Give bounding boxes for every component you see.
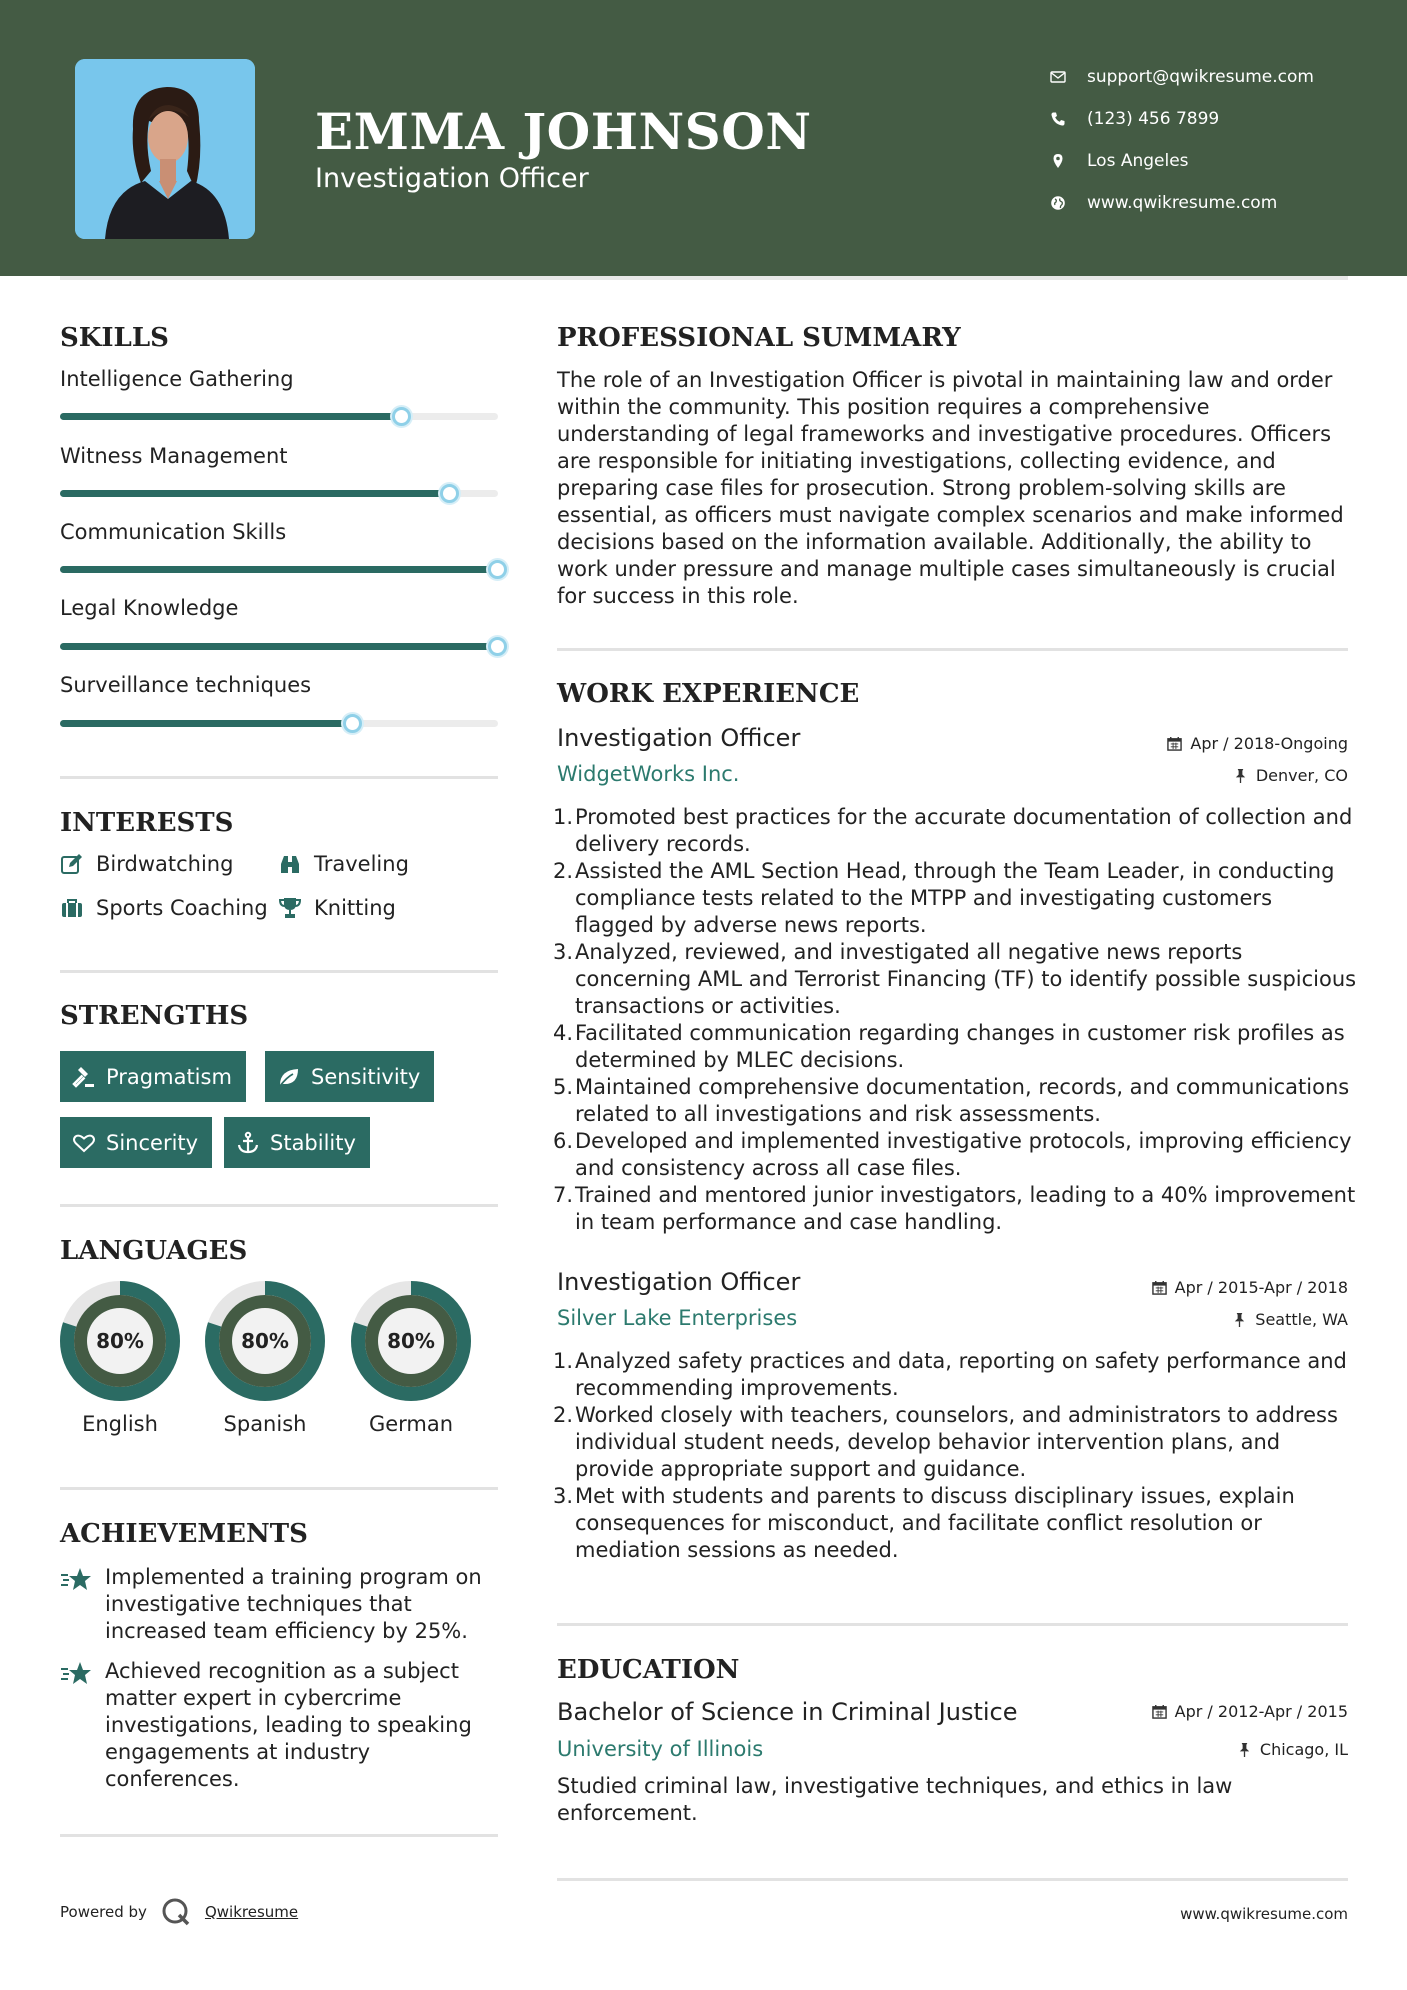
skill-bar <box>60 720 498 727</box>
strength-label: Stability <box>270 1130 356 1155</box>
bullet-text: Analyzed, reviewed, and investigated all negative news reports concerning AML and Terrorist Financing (TF) to identify possible suspicious transactions or activities. <box>575 940 1357 1018</box>
strength-tag <box>60 1117 212 1168</box>
bullet-number: 4. <box>552 1021 573 1045</box>
job-bullet-item <box>552 1402 1357 1483</box>
header-divider <box>60 276 1348 280</box>
strength-label: Sincerity <box>106 1130 199 1155</box>
bullet-text: Trained and mentored junior investigators, leading to a 40% improvement in team performance and case handling. <box>575 1183 1356 1234</box>
section-divider <box>557 1623 1348 1626</box>
contact-location-text: Los Angeles <box>1087 151 1189 171</box>
achievement-item <box>60 1564 500 1645</box>
achievement-text: Implemented a training program on investigative techniques that increased team efficiency by 25%. <box>105 1565 482 1643</box>
skill-bar <box>60 566 498 573</box>
bullet-text: Promoted best practices for the accurate documentation of collection and delivery records. <box>575 805 1353 856</box>
language-percent: 80% <box>96 1329 144 1353</box>
education-location-text: Chicago, IL <box>1259 1740 1348 1759</box>
powered-by-text: Powered by <box>60 1903 147 1921</box>
envelope-icon <box>1050 69 1087 85</box>
interest-item <box>60 852 233 876</box>
bullet-text: Met with students and parents to discuss disciplinary issues, explain consequences for misconduct, and facilitate conflict resolution or mediation sessions as needed. <box>575 1484 1295 1562</box>
skill-bar-fill <box>60 413 402 420</box>
skill-bar-knob <box>488 637 507 656</box>
job-title: Investigation Officer <box>557 1268 801 1296</box>
bullet-number: 3. <box>552 940 573 964</box>
education-dates <box>1152 1702 1348 1721</box>
interest-item <box>278 896 396 920</box>
resume-header <box>0 0 1407 276</box>
education-dates-text: Apr / 2012-Apr / 2015 <box>1174 1702 1348 1721</box>
skill-label: Witness Management <box>60 444 288 468</box>
section-divider <box>60 1204 498 1207</box>
job-bullet-item <box>552 1182 1357 1236</box>
skill-label: Communication Skills <box>60 520 287 544</box>
job-bullets <box>552 1348 1357 1564</box>
contact-phone[interactable] <box>1050 98 1314 140</box>
contact-list <box>1050 56 1314 224</box>
interest-label: Knitting <box>314 896 396 920</box>
job-bullet-item <box>552 1128 1357 1182</box>
language-donut <box>59 1280 181 1402</box>
interest-label: Traveling <box>314 852 409 876</box>
interest-label: Birdwatching <box>96 852 234 876</box>
company-name: WidgetWorks Inc. <box>557 762 740 786</box>
skill-label: Intelligence Gathering <box>60 367 294 391</box>
language-item <box>350 1280 472 1436</box>
languages-heading: LANGUAGES <box>60 1236 248 1266</box>
strengths-heading: STRENGTHS <box>60 1001 249 1031</box>
section-divider <box>60 1487 498 1490</box>
binoculars-icon <box>278 852 314 876</box>
bullet-number: 7. <box>552 1183 573 1207</box>
bullet-text: Developed and implemented investigative protocols, improving efficiency and consistency across all case files. <box>575 1129 1352 1180</box>
language-name: English <box>82 1412 158 1436</box>
gavel-icon <box>72 1065 106 1089</box>
star-icon <box>60 1658 105 1793</box>
school-name: University of Illinois <box>557 1737 764 1761</box>
interest-label: Sports Coaching <box>96 896 268 920</box>
skill-bar-fill <box>60 643 498 650</box>
interest-item <box>278 852 409 876</box>
strength-label: Sensitivity <box>311 1064 421 1089</box>
strength-label: Pragmatism <box>106 1064 232 1089</box>
bullet-text: Assisted the AML Section Head, through the Team Leader, in conducting compliance tests related to the MTPP and investigating customers flagged by adverse news reports. <box>575 859 1335 937</box>
job-dates-text: Apr / 2018-Ongoing <box>1190 734 1348 753</box>
job-bullet-item <box>552 1348 1357 1402</box>
section-divider <box>60 776 498 779</box>
calendar-icon <box>1167 736 1182 751</box>
job-bullet-item <box>552 939 1357 1020</box>
contact-email[interactable] <box>1050 56 1314 98</box>
qwikresume-logo-icon <box>161 1897 191 1927</box>
bullet-number: 1. <box>552 1349 573 1373</box>
pushpin-icon <box>1237 1742 1252 1757</box>
skill-bar <box>60 643 498 650</box>
profile-photo <box>75 59 255 239</box>
strength-tag <box>60 1051 246 1102</box>
skill-label: Surveillance techniques <box>60 673 312 697</box>
bullet-text: Worked closely with teachers, counselors, and administrators to address individual student needs, develop behavior intervention plans, and provide appropriate support and guidance. <box>575 1403 1338 1481</box>
pushpin-icon <box>1232 1312 1247 1327</box>
skill-bar <box>60 413 498 420</box>
language-name: Spanish <box>223 1412 307 1436</box>
skill-bar <box>60 490 498 497</box>
star-icon <box>60 1564 105 1645</box>
contact-location <box>1050 140 1314 182</box>
bullet-text: Maintained comprehensive documentation, records, and communications related to all investigations and risk assessments. <box>575 1075 1350 1126</box>
job-bullet-item <box>552 1020 1357 1074</box>
contact-email-text: support@qwikresume.com <box>1087 67 1314 87</box>
education-location <box>1237 1740 1348 1759</box>
job-location-text: Seattle, WA <box>1255 1310 1348 1329</box>
education-heading: EDUCATION <box>557 1655 740 1685</box>
language-percent: 80% <box>387 1329 435 1353</box>
job-bullet-item <box>552 804 1357 858</box>
heart-icon <box>72 1131 106 1155</box>
skill-bar-knob <box>392 407 411 426</box>
section-divider <box>557 648 1348 651</box>
globe-icon <box>1050 195 1087 211</box>
job-dates-text: Apr / 2015-Apr / 2018 <box>1174 1278 1348 1297</box>
profile-portrait-image <box>75 59 255 239</box>
calendar-icon <box>1152 1280 1167 1295</box>
skill-bar-fill <box>60 720 353 727</box>
job-location-text: Denver, CO <box>1255 766 1348 785</box>
language-percent: 80% <box>241 1329 289 1353</box>
strength-tag <box>265 1051 434 1102</box>
skill-bar-knob <box>488 560 507 579</box>
skills-heading: SKILLS <box>60 323 169 353</box>
contact-website[interactable] <box>1050 182 1314 224</box>
footer-brand-link[interactable]: Qwikresume <box>204 1903 299 1921</box>
education-description: Studied criminal law, investigative techniques, and ethics in law enforcement. <box>557 1774 1233 1825</box>
strength-tag <box>224 1117 370 1168</box>
summary-text: The role of an Investigation Officer is pivotal in maintaining law and order within the community. This position requires a comprehensive understanding of legal frameworks and investigative procedures. Officers are responsible for initiating investigations, collecting evidence, and preparing case files for prosecution. Strong problem-solving skills are essential, as officers must navigate complex scenarios and make informed decisions based on the information available. Additionally, the ability to work under pressure and manage multiple cases simultaneously is crucial for success in this role. <box>557 368 1344 608</box>
bullet-number: 3. <box>552 1484 573 1508</box>
language-donut <box>350 1280 472 1402</box>
section-divider <box>60 970 498 973</box>
language-item <box>204 1280 326 1436</box>
interest-item <box>60 896 268 920</box>
contact-website-text: www.qwikresume.com <box>1087 193 1278 213</box>
interests-heading: INTERESTS <box>60 808 234 838</box>
bullet-text: Analyzed safety practices and data, reporting on safety performance and recommending improvements. <box>575 1349 1347 1400</box>
briefcase-icon <box>60 896 96 920</box>
achievement-text: Achieved recognition as a subject matter expert in cybercrime investigations, leading to speaking engagements at industry conferences. <box>105 1659 472 1791</box>
footer-url[interactable]: www.qwikresume.com <box>1180 1905 1348 1923</box>
job-dates <box>1152 1278 1348 1297</box>
language-name: German <box>368 1412 454 1436</box>
bullet-number: 2. <box>552 1403 573 1427</box>
phone-icon <box>1050 111 1087 127</box>
bullet-number: 6. <box>552 1129 573 1153</box>
language-donut <box>204 1280 326 1402</box>
summary-heading: PROFESSIONAL SUMMARY <box>557 323 961 353</box>
job-bullet-item <box>552 1074 1357 1128</box>
section-divider <box>557 1878 1348 1881</box>
bullet-number: 5. <box>552 1075 573 1099</box>
skill-bar-fill <box>60 566 498 573</box>
section-divider <box>60 1834 498 1837</box>
company-name: Silver Lake Enterprises <box>557 1306 798 1330</box>
achievements-heading: ACHIEVEMENTS <box>60 1519 308 1549</box>
job-title: Investigation Officer <box>557 724 801 752</box>
job-dates <box>1167 734 1348 753</box>
anchor-icon <box>236 1131 270 1155</box>
job-location <box>1233 766 1348 785</box>
contact-phone-text: (123) 456 7899 <box>1087 109 1220 129</box>
experience-heading: WORK EXPERIENCE <box>557 679 860 709</box>
bullet-number: 2. <box>552 859 573 883</box>
degree-title: Bachelor of Science in Criminal Justice <box>557 1698 1018 1726</box>
trophy-icon <box>278 896 314 920</box>
skill-label: Legal Knowledge <box>60 596 239 620</box>
pencil-square-icon <box>60 852 96 876</box>
skill-bar-knob <box>440 484 459 503</box>
footer-powered-by <box>60 1897 298 1927</box>
bullet-number: 1. <box>552 805 573 829</box>
language-item <box>59 1280 181 1436</box>
job-location <box>1232 1310 1348 1329</box>
job-bullets <box>552 804 1357 1236</box>
map-pin-icon <box>1050 153 1087 169</box>
candidate-title: Investigation Officer <box>315 163 589 194</box>
job-bullet-item <box>552 858 1357 939</box>
pushpin-icon <box>1233 768 1248 783</box>
job-bullet-item <box>552 1483 1357 1564</box>
skill-bar-fill <box>60 490 450 497</box>
leaf-icon <box>277 1065 311 1089</box>
skill-bar-knob <box>343 714 362 733</box>
bullet-text: Facilitated communication regarding changes in customer risk profiles as determined by MLEC decisions. <box>575 1021 1345 1072</box>
candidate-name: EMMA JOHNSON <box>315 102 812 161</box>
achievement-item <box>60 1658 500 1793</box>
calendar-icon <box>1152 1704 1167 1719</box>
